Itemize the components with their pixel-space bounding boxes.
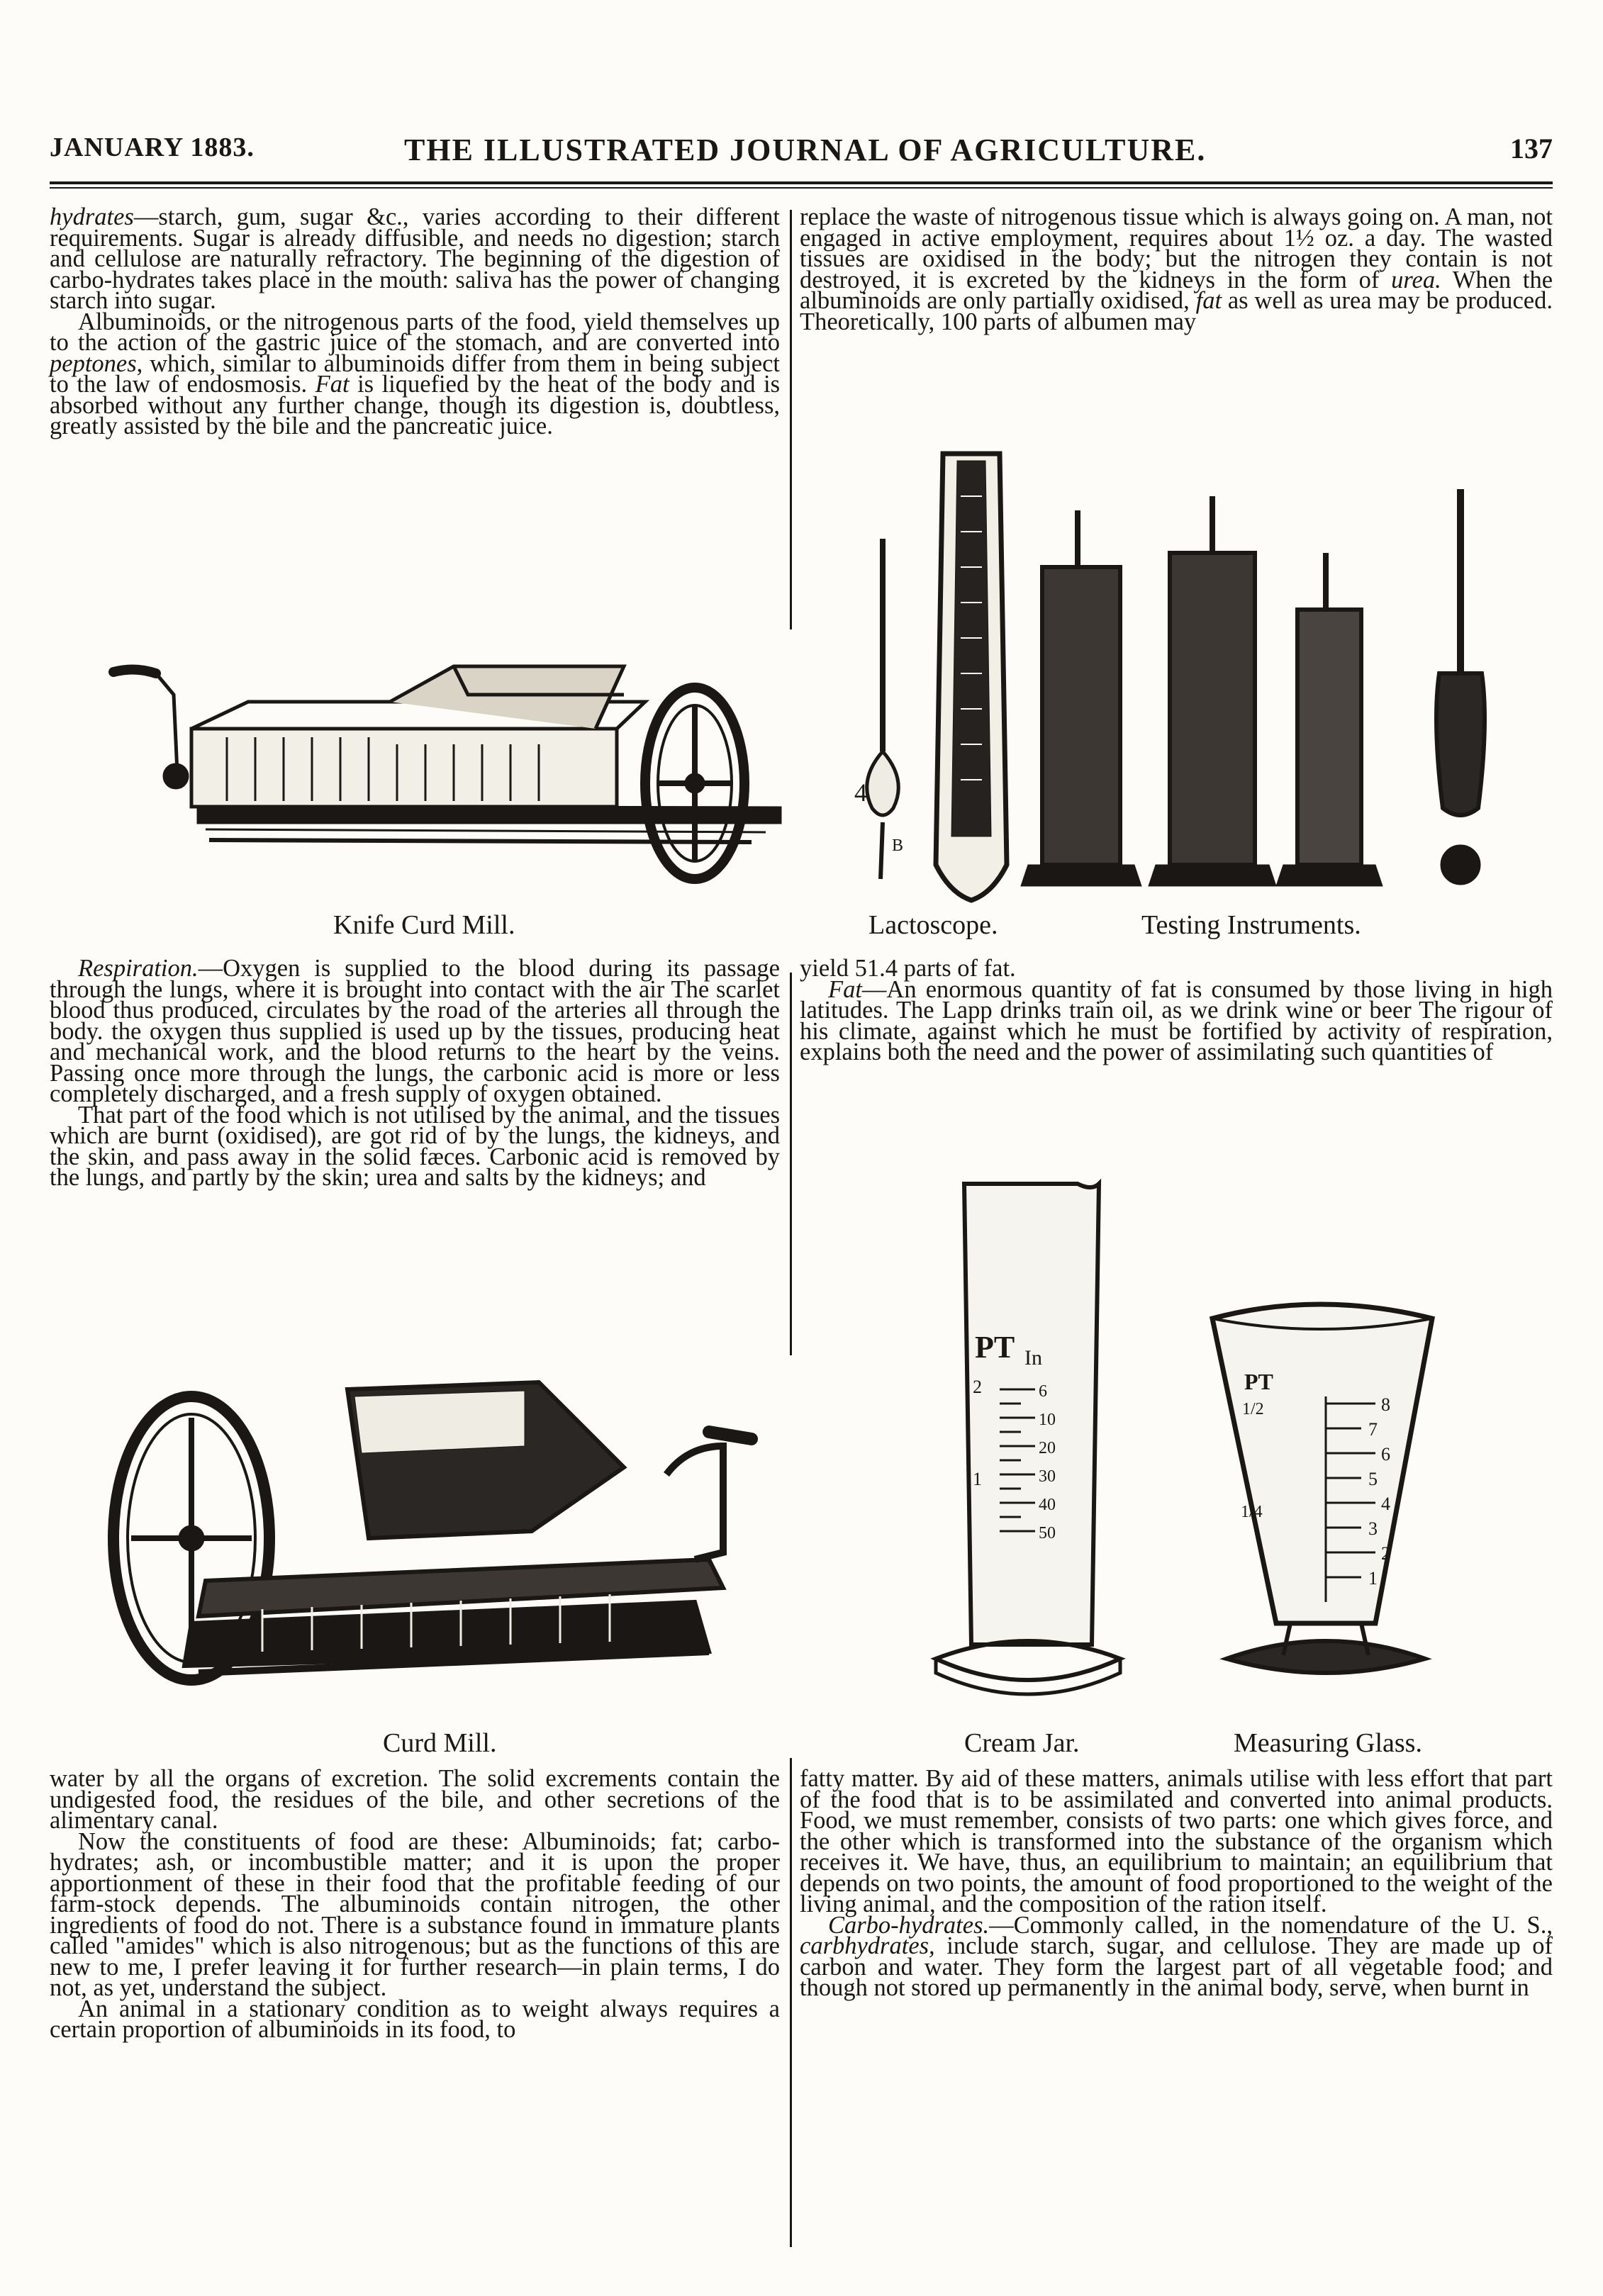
svg-text:1/4: 1/4 [1241, 1503, 1263, 1521]
text-block-fat: yield 51.4 parts of fat. Fat—An enormous quantity of fat is consumed by those living in high latitudes. The Lapp drinks train oil, as we drink wine or beer The rigour of his climate, against which he must be fortified by activity of respiration, explains both the need and the power of assimilating such quantities of [800, 955, 1553, 1065]
svg-text:5: 5 [1368, 1469, 1378, 1489]
cream-jar-unit-sub: In [1024, 1346, 1042, 1370]
testing-instruments-illustration [815, 439, 1546, 914]
lactoscope-mark-4: 4 [854, 778, 867, 807]
svg-text:20: 20 [1039, 1439, 1056, 1457]
caption-cream-jar: Cream Jar. [964, 1728, 1080, 1758]
term-hydrates: hydrates [50, 203, 134, 230]
svg-text:10: 10 [1039, 1411, 1056, 1429]
caption-knife-curd-mill: Knife Curd Mill. [333, 910, 515, 940]
term-fat: Fat [315, 371, 350, 398]
caption-testing-instruments: Testing Instruments. [1141, 910, 1361, 940]
svg-text:50: 50 [1039, 1524, 1056, 1542]
svg-text:1/2: 1/2 [1242, 1400, 1264, 1418]
svg-text:7: 7 [1368, 1419, 1378, 1440]
header-date: JANUARY 1883. [50, 133, 255, 162]
column-divider [790, 210, 792, 629]
term-carbo-hydrates: Carbo-hydrates. [828, 1911, 990, 1939]
svg-text:1: 1 [1368, 1568, 1378, 1589]
cream-jar-and-measuring-glass-illustration [922, 1163, 1553, 1730]
term-respiration: Respiration. [78, 955, 199, 982]
header-rule [50, 181, 1553, 184]
caption-measuring-glass: Measuring Glass. [1234, 1728, 1422, 1758]
caption-curd-mill: Curd Mill. [383, 1728, 497, 1758]
svg-text:8: 8 [1381, 1394, 1390, 1415]
svg-text:40: 40 [1039, 1496, 1056, 1514]
term-fat: Fat [828, 975, 862, 1003]
svg-text:6: 6 [1039, 1382, 1047, 1401]
column-divider [790, 1758, 792, 2247]
svg-text:2: 2 [1381, 1543, 1390, 1564]
journal-title: THE ILLUSTRATED JOURNAL OF AGRICULTURE. [404, 133, 1207, 167]
svg-text:4: 4 [1381, 1494, 1390, 1514]
svg-text:3: 3 [1368, 1518, 1378, 1539]
text-block-carbohydrates: fatty matter. By aid of these matters, animals utilise with less effort that part of the food that is to be assimilated and converted into animal products. Food, we must remember, consists of two parts: one which gives force, and the other which is transformed into the substance of the organism which receives it. We have, thus, an equilibrium to maintain; an equilibrium that depends on two points, the amount of food proportioned to the weight of the living animal, and the composition of the ration itself. Carbo-hydrates.—Commonly called, in the nomendature of the U. S., carbhydrates, include starch, sugar, and cellulose. They are made up of carbon and water. They form the largest part of all vegetable food; and though not stored up permanently in the animal body, serve, when burnt in [800, 1765, 1553, 2001]
text-block-respiration: Respiration.—Oxygen is supplied to the blood during its passage through the lungs, where it is brought into contact with the air The scarlet blood thus produced, circulates by the road of the arteries all through the body. the oxygen thus supplied is used up by the tissues, producing heat and mechanical work, and the blood returns to the heart by the veins. Passing once more through the lungs, the carbonic acid is more or less completely discharged, and a fresh supply of oxygen obtained. That part of the food which is not utilised by the animal, and the tissues which are burnt (oxidised), are got rid of by the lungs, the kidneys, and the skin, and pass away in the solid fæces. Carbonic acid is removed by the lungs, and partly by the skin; urea and salts by the kidneys; and [50, 955, 780, 1191]
text-block-digestion: hydrates—starch, gum, sugar &c., varies according to their different requirements. Sugar is already diffusible, and needs no digestion; starch and cellulose are naturally refractory. The beginning of the digestion of carbo-hydrates takes place in the mouth: saliva has the power of changing starch into sugar. Albuminoids, or the nitrogenous parts of the food, yield themselves up to the action of the gastric juice of the stomach, and are converted into peptones, which, similar to albuminoids differ from them in being subject to the law of endosmosis. Fat is liquefied by the heat of the body and is absorbed without any further change, though its digestion is, doubtless, greatly assisted by the bile and the pancreatic juice. [50, 203, 780, 439]
column-divider [790, 973, 792, 1355]
page-number: 137 [1510, 133, 1553, 164]
measuring-glass-unit-label: PT [1244, 1369, 1273, 1394]
cream-jar-unit-label: PT [975, 1330, 1015, 1365]
text-block-excretion: water by all the organs of excretion. The solid excrements contain the undigested food, the residues of the bile, and other secretions of the alimentary canal. Now the constituents of food are these: Albuminoids; fat; carbo-hydrates; ash, or incombustible matter; and it is upon the proper apportionment of these in their food that the profitable feeding of our farm-stock depends. The albuminoids contain nitrogen, the other ingredients of food do not. There is a substance found in immature plants called "amides" which is also nitrogenous; but as the functions of this are new to me, I prefer leaving it for further research—in plain terms, I do not, as yet, understand the subject. An animal in a stationary condition as to weight always requires a certain proportion of albuminoids in its food, to [50, 1765, 780, 2043]
lactoscope-mark-b: B [892, 836, 904, 855]
curd-mill-illustration [85, 1368, 794, 1715]
svg-text:2: 2 [973, 1377, 982, 1397]
header-rule-thin [50, 187, 1553, 189]
term-peptones: peptones [50, 349, 137, 377]
text-block-nitrogen: replace the waste of nitrogenous tissue which is always going on. A man, not engaged in active employment, requires about 1½ oz. a day. The wasted tissues are oxidised in the body; but the nitrogen they contain is not destroyed, it is excreted by the kidneys in the form of urea. When the albuminoids are only partially oxidised, fat as well as urea may be produced. Theoretically, 100 parts of albumen may [800, 203, 1553, 335]
svg-text:1: 1 [973, 1469, 982, 1489]
caption-lactoscope: Lactoscope. [868, 910, 998, 940]
page-header [50, 132, 1553, 174]
svg-text:30: 30 [1039, 1467, 1056, 1486]
knife-curd-mill-illustration [85, 652, 794, 893]
svg-text:6: 6 [1381, 1444, 1390, 1465]
